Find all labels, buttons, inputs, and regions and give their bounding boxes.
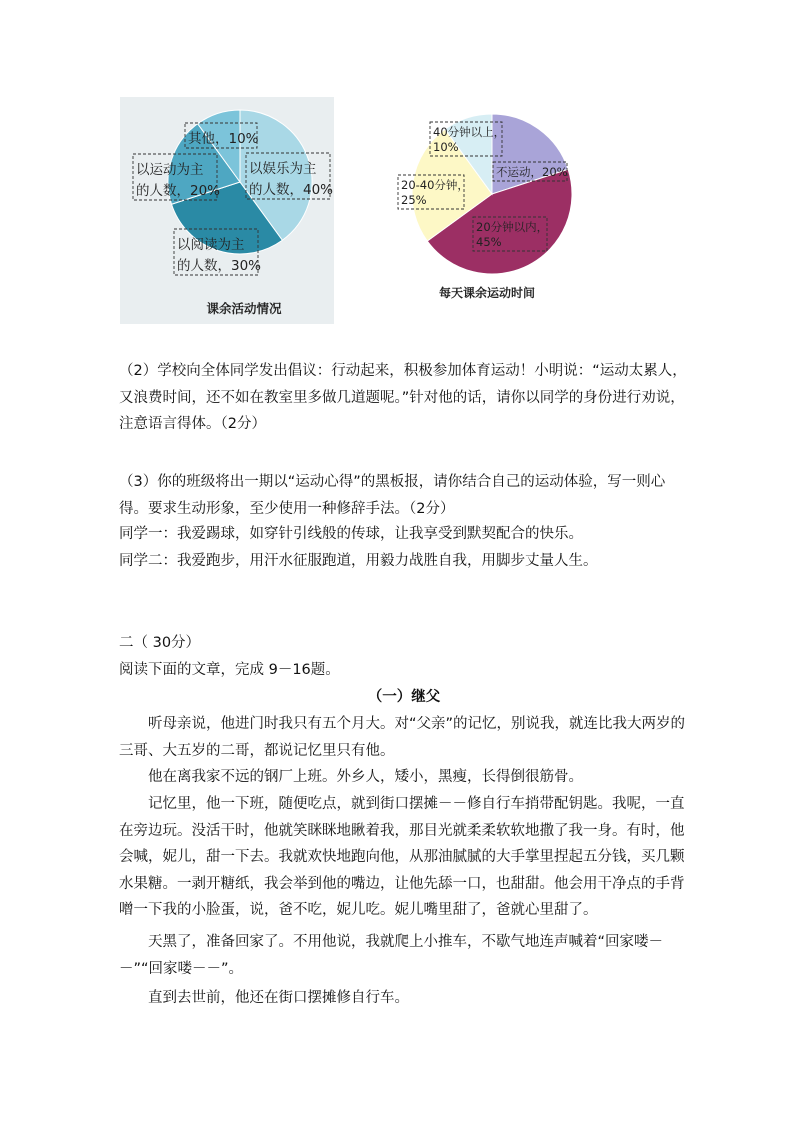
chart1-slice-label: 的人数，40% bbox=[249, 182, 334, 198]
article-paragraph: 直到去世前，他还在街口摆摊修自行车。 bbox=[148, 990, 409, 1006]
chart1-slice-label: 以运动为主 bbox=[136, 162, 204, 178]
sample-answer-1: 同学一：我爱踢球，如穿针引线般的传球，让我享受到默契配合的快乐。 bbox=[119, 526, 583, 542]
chart1-title: 课余活动情况 bbox=[206, 301, 282, 316]
chart2-slice-label: 20-40分钟， bbox=[401, 178, 469, 192]
question-2: （2）学校向全体同学发出倡议：行动起来，积极参加体育运动！小明说：“运动太累人，又浪费时间，还不如在教室里多做几道题呢。”针对他的话，请你以同学的身份进行劝说，注意语言得体。（2分） bbox=[119, 363, 687, 432]
chart1-slice-label: 以娱乐为主 bbox=[249, 161, 317, 177]
chart2-slice-label: 不运动，20% bbox=[496, 165, 568, 179]
chart1-slice-label: 的人数，30% bbox=[177, 258, 262, 274]
chart2-slice-label: 40分钟以上， bbox=[433, 125, 506, 139]
exercise-time-pie-chart bbox=[390, 110, 590, 310]
chart2-slice-label: 20分钟以内， bbox=[476, 220, 549, 234]
section-instruction: 阅读下面的文章，完成 9－16题。 bbox=[119, 662, 340, 678]
question-3: （3）你的班级将出一期以“运动心得”的黑板报，请你结合自己的运动体验，写一则心得。要求生动形象，至少使用一种修辞手法。（2分） bbox=[119, 474, 666, 517]
chart1-slice-label: 的人数，20% bbox=[136, 183, 221, 199]
section-heading: 二（ 30分） bbox=[119, 635, 201, 651]
sample-answer-2: 同学二：我爱跑步，用汗水征服跑道，用毅力战胜自我，用脚步丈量人生。 bbox=[119, 553, 598, 569]
chart2-title: 每天课余运动时间 bbox=[438, 286, 536, 300]
chart2-slice-label: 25% bbox=[401, 193, 427, 207]
chart1-slice-label: 其他，10% bbox=[188, 131, 259, 147]
chart1-slice-label: 以阅读为主 bbox=[177, 237, 245, 253]
chart2-slice-label: 45% bbox=[476, 235, 502, 249]
activity-pie-chart bbox=[120, 97, 334, 324]
exercise-pie-svg bbox=[390, 110, 590, 310]
article-paragraph: 记忆里，他一下班，随便吃点，就到街口摆摊－－修自行车捎带配钥匙。我呢，一直在旁边玩。没活干时，他就笑眯眯地瞅着我，那目光就柔柔软软地撒了我一身。有时，他会喊，妮儿，甜一下去。我就欢快地跑向他，从那油腻腻的大手掌里捏起五分钱，买几颗水果糖。一剥开糖纸，我会举到他的嘴边，让他先舔一口，也甜甜。他会用干净点的手背噌一下我的小脸蛋，说，爸不吃，妮儿吃。妮儿嘴里甜了，爸就心里甜了。 bbox=[119, 796, 685, 918]
article-paragraph: 他在离我家不远的钢厂上班。外乡人，矮小，黑瘦，长得倒很筋骨。 bbox=[148, 769, 583, 785]
article-paragraph: 听母亲说，他进门时我只有五个月大。对“父亲”的记忆，别说我，就连比我大两岁的三哥、大五岁的二哥，都说记忆里只有他。 bbox=[119, 716, 686, 759]
chart2-slice-label: 10% bbox=[433, 140, 459, 154]
article-title: （一）继父 bbox=[367, 689, 441, 705]
article-paragraph: 天黑了，准备回家了。不用他说，我就爬上小推车，不歇气地连声喊着“回家喽－－”“回家喽－－”。 bbox=[119, 934, 664, 977]
activity-pie-svg bbox=[120, 97, 334, 324]
